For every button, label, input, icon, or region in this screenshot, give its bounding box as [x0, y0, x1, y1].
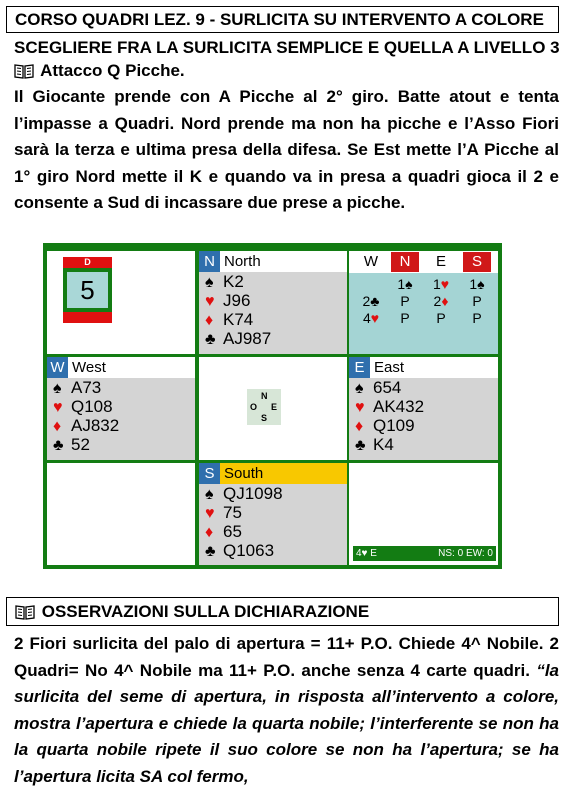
open-book-icon: [15, 604, 37, 620]
bridge-board: [43, 243, 502, 569]
heart-icon: ♥: [355, 399, 365, 416]
player-name-east: East: [374, 359, 405, 376]
result-status-bar: [353, 546, 496, 561]
west-hearts: ♥ Q108: [53, 397, 113, 416]
bid-row: 1♠ 1♥ 1♠: [397, 276, 485, 292]
west-diamonds: ♦ AJ832: [53, 416, 120, 435]
east-spades: ♠ 654: [355, 378, 402, 397]
west-spades: ♠ A73: [53, 378, 102, 397]
lesson-title: CORSO QUADRI LEZ. 9 - SURLICITA SU INTERVENTO A COLORE: [6, 6, 559, 33]
west-hand: [47, 357, 195, 460]
club-icon: ♣: [205, 331, 216, 348]
player-name-south: South: [224, 465, 264, 482]
seat-badge-south: S: [199, 463, 220, 484]
intro-paragraph: Il Giocante prende con A Picche al 2° giro. Batte atout e tenta l’impasse a Quadri. Nord prende ma non ha picche e l’Asso Fiori sarà la terza e ultima presa della difesa. Se Est mette l’A Picche al 1° giro Nord mette il K e quando va in presa a quadri gioca il 2 e consente a Sud di incassare due prese a picche.: [14, 87, 559, 212]
result-cell: [349, 463, 498, 565]
bid-header-n: N: [391, 252, 419, 272]
bid-row: 2♣ P 2♦ P: [362, 293, 482, 309]
east-hand: [349, 357, 498, 460]
opening-lead-text: Attacco Q Picche.: [40, 61, 185, 80]
north-clubs: ♣ AJ987: [205, 329, 272, 348]
east-hearts: ♥ AK432: [355, 397, 425, 416]
seat-badge-east: E: [349, 357, 370, 378]
board-number: 5: [67, 272, 108, 308]
compass-icon: N O E S: [247, 389, 281, 425]
board-info-cell: [47, 251, 195, 354]
club-icon: ♣: [53, 437, 64, 454]
dealer-label: D: [63, 257, 112, 268]
seat-badge-west: W: [47, 357, 68, 378]
south-diamonds: ♦ 65: [205, 522, 242, 541]
south-hand: [199, 463, 347, 565]
seat-badge-north: N: [199, 251, 220, 272]
player-name-west: West: [72, 359, 106, 376]
south-clubs: ♣ Q1063: [205, 541, 275, 560]
opening-lead-line: [14, 61, 185, 81]
table-center: [199, 357, 347, 460]
east-diamonds: ♦ Q109: [355, 416, 415, 435]
spade-icon: ♠: [53, 380, 62, 397]
spade-icon: ♠: [205, 486, 214, 503]
bid-header-w: W: [363, 253, 379, 270]
observations-title: OSSERVAZIONI SULLA DICHIARAZIONE: [41, 602, 370, 621]
open-book-icon: [14, 63, 36, 79]
empty-cell: [47, 463, 195, 565]
bid-row: 4♥ P P P: [362, 310, 482, 326]
observations-paragraph: 2 Fiori surlicita del palo di apertura = 11+ P.O. Chiede 4^ Nobile. 2 Quadri= No 4^ Nobile ma 11+ P.O. anche senza 4 carte quadri. “la surlicita del seme di apertura, in risposta all’intervento a colore, mostra l’apertura e chiede la quarta nobile; l’interferente se non ha la quarta nobile ripete il suo colore se non ha l’apertura; se ha l’apertura licita SA col fermo,: [14, 634, 559, 786]
north-hand: [199, 251, 347, 354]
observations-heading: [6, 597, 559, 626]
club-icon: ♣: [355, 437, 366, 454]
bid-header-e: E: [435, 253, 446, 270]
diamond-icon: ♦: [205, 524, 214, 541]
score-label: NS: 0 EW: 0: [438, 548, 493, 559]
diamond-icon: ♦: [205, 312, 214, 329]
club-icon: ♣: [205, 543, 216, 560]
dealer-tile: [63, 257, 112, 323]
bidding-box: [349, 251, 498, 354]
spade-icon: ♠: [355, 380, 364, 397]
spade-icon: ♠: [205, 274, 214, 291]
north-hearts: ♥ J96: [205, 291, 251, 310]
heart-icon: ♥: [205, 505, 215, 522]
lesson-subtitle: SCEGLIERE FRA LA SURLICITA SEMPLICE E QUELLA A LIVELLO 3: [14, 38, 560, 57]
north-diamonds: ♦ K74: [205, 310, 254, 329]
south-hearts: ♥ 75: [205, 503, 242, 522]
player-name-north: North: [224, 253, 261, 270]
heart-icon: ♥: [53, 399, 63, 416]
diamond-icon: ♦: [53, 418, 62, 435]
north-spades: ♠ K2: [205, 272, 244, 291]
heart-icon: ♥: [205, 293, 215, 310]
bid-header-s: S: [463, 252, 491, 272]
west-clubs: ♣ 52: [53, 435, 90, 454]
south-spades: ♠ QJ1098: [205, 484, 283, 503]
contract-label: 4♥ E: [356, 548, 377, 559]
east-clubs: ♣ K4: [355, 435, 394, 454]
diamond-icon: ♦: [355, 418, 364, 435]
